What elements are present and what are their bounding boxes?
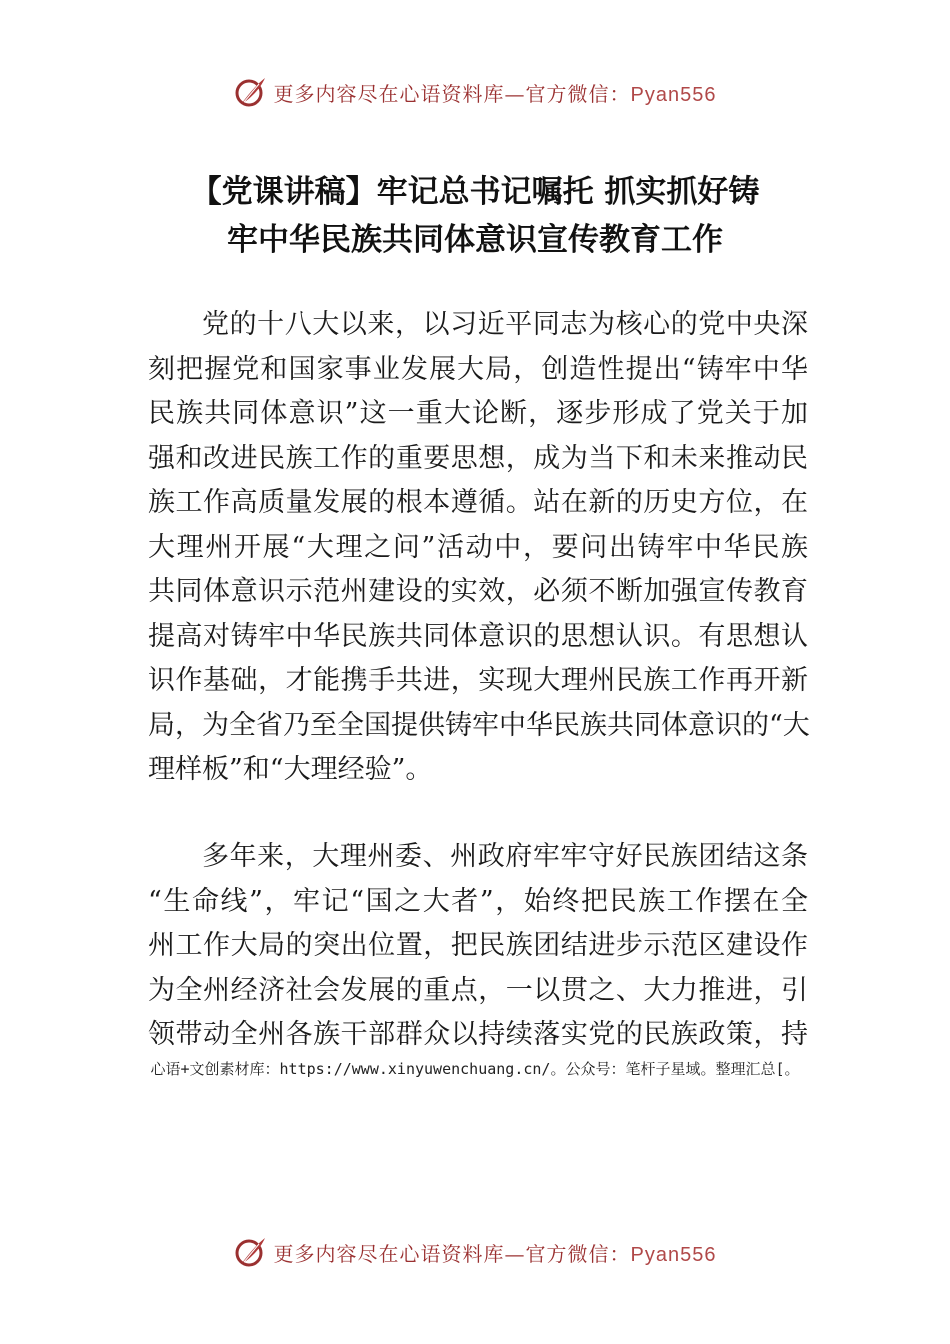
footer-banner [0, 1232, 950, 1272]
paragraph-line: 局，为全省乃至全国提供铸牢中华民族共同体意识的“大 [148, 709, 810, 741]
paragraph-line: 族工作高质量发展的根本遵循。站在新的历史方位，在 [148, 487, 808, 518]
paragraph-line: 强和改进民族工作的重要思想，成为当下和未来推动民 [148, 442, 808, 474]
title-line-1: 【党课讲稿】牢记总书记嘱托 抓实抓好铸 [190, 174, 760, 210]
document-title [130, 168, 820, 264]
paragraph-line: 刻把握党和国家事业发展大局，创造性提出“铸牢中华 [148, 353, 808, 385]
feather-pen-logo-icon [234, 1235, 268, 1269]
banner-text [274, 78, 717, 107]
paragraph-line: 大理州开展“大理之问”活动中，要问出铸牢中华民族 [148, 531, 808, 563]
feather-pen-logo-icon [234, 75, 268, 109]
header-banner [0, 72, 950, 112]
paragraph-line: 州工作大局的突出位置，把民族团结进步示范区建设作 [148, 930, 808, 961]
paragraph-line: “生命线”，牢记“国之大者”，始终把民族工作摆在全 [148, 885, 808, 917]
paragraph-line: 民族共同体意识”这一重大论断，逐步形成了党关于加 [148, 398, 808, 429]
paragraph-line: 共同体意识示范州建设的实效，必须不断加强宣传教育 [148, 576, 808, 607]
paragraph-1 [148, 303, 808, 793]
paragraph-line: 理样板”和“大理经验”。 [148, 754, 433, 785]
paragraph-line: 领带动全州各族干部群众以持续落实党的民族政策，持 [148, 1019, 808, 1050]
banner-label: 更多内容尽在心语资料库—官方微信： [273, 1241, 631, 1266]
paragraph-line: 提高对铸牢中华民族共同体意识的思想认识。有思想认 [148, 620, 808, 652]
paragraph-line: 多年来，大理州委、州政府牢牢守好民族团结这条 [202, 841, 808, 872]
wechat-id: Pyan556 [630, 83, 717, 106]
paragraph-line: 为全州经济社会发展的重点，一以贯之、大力推进，引 [148, 974, 808, 1006]
banner-text [274, 1238, 717, 1267]
source-note: 心语+文创素材库：https://www.xinyuwenchuang.cn/。公众号：笔杆子星域。整理汇总[。 [150, 1060, 800, 1078]
paragraph-line: 识作基础，才能携手共进，实现大理州民族工作再开新 [148, 665, 808, 696]
paragraph-2 [148, 835, 808, 1058]
banner-label: 更多内容尽在心语资料库—官方微信： [273, 81, 631, 106]
title-line-2: 牢中华民族共同体意识宣传教育工作 [227, 222, 723, 258]
paragraph-line: 党的十八大以来，以习近平同志为核心的党中央深 [202, 309, 808, 340]
wechat-id: Pyan556 [630, 1243, 717, 1266]
